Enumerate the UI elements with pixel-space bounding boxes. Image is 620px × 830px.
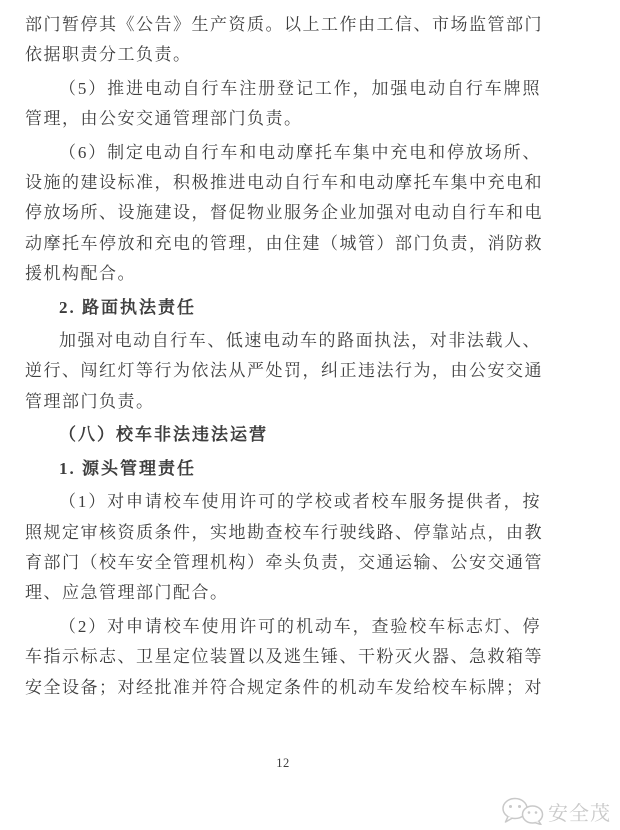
doc-line: 设施的建设标准，积极推进电动自行车和电动摩托车集中充电和 bbox=[25, 173, 543, 193]
doc-line: 援机构配合。 bbox=[25, 264, 136, 284]
section-heading: 1. 源头管理责任 bbox=[59, 458, 196, 478]
doc-line: 车指示标志、卫星定位装置以及逃生锤、干粉灭火器、急救箱等 bbox=[25, 647, 543, 667]
doc-line: 安全设备；对经批准并符合规定条件的机动车发给校车标牌；对 bbox=[25, 677, 543, 697]
doc-line: 动摩托车停放和充电的管理，由住建（城管）部门负责，消防救 bbox=[25, 233, 543, 253]
doc-line: 逆行、闯红灯等行为依法从严处罚，纠正违法行为，由公安交通 bbox=[25, 361, 543, 381]
doc-line: 照规定审核资质条件，实地勘查校车行驶线路、停靠站点，由教 bbox=[25, 522, 543, 542]
section-heading: 2. 路面执法责任 bbox=[59, 297, 196, 317]
doc-line: （6）制定电动自行车和电动摩托车集中充电和停放场所、 bbox=[59, 142, 541, 162]
doc-line: （2）对申请校车使用许可的机动车，查验校车标志灯、停 bbox=[59, 616, 541, 636]
doc-line: 加强对电动自行车、低速电动车的路面执法，对非法载人、 bbox=[59, 331, 541, 351]
section-heading: （八）校车非法违法运营 bbox=[59, 425, 268, 445]
doc-line: 部门暂停其《公告》生产资质。以上工作由工信、市场监管部门 bbox=[25, 15, 543, 34]
doc-line: 管理部门负责。 bbox=[25, 391, 155, 411]
brand-name: 安全茂 bbox=[548, 802, 611, 825]
doc-line: （1）对申请校车使用许可的学校或者校车服务提供者，按 bbox=[59, 492, 541, 512]
wechat-icon bbox=[501, 797, 545, 830]
page-number: 12 bbox=[276, 756, 290, 770]
doc-line: 理、应急管理部门配合。 bbox=[25, 583, 229, 603]
doc-line: （5）推进电动自行车注册登记工作，加强电动自行车牌照 bbox=[59, 78, 541, 98]
doc-line: 依据职责分工负责。 bbox=[25, 45, 192, 65]
doc-line: 育部门（校车安全管理机构）牵头负责，交通运输、公安交通管 bbox=[25, 552, 543, 572]
brand-watermark bbox=[501, 797, 611, 830]
doc-line: 停放场所、设施建设，督促物业服务企业加强对电动自行车和电 bbox=[25, 203, 543, 223]
document-body bbox=[25, 10, 541, 703]
doc-line: 管理，由公安交通管理部门负责。 bbox=[25, 109, 303, 129]
